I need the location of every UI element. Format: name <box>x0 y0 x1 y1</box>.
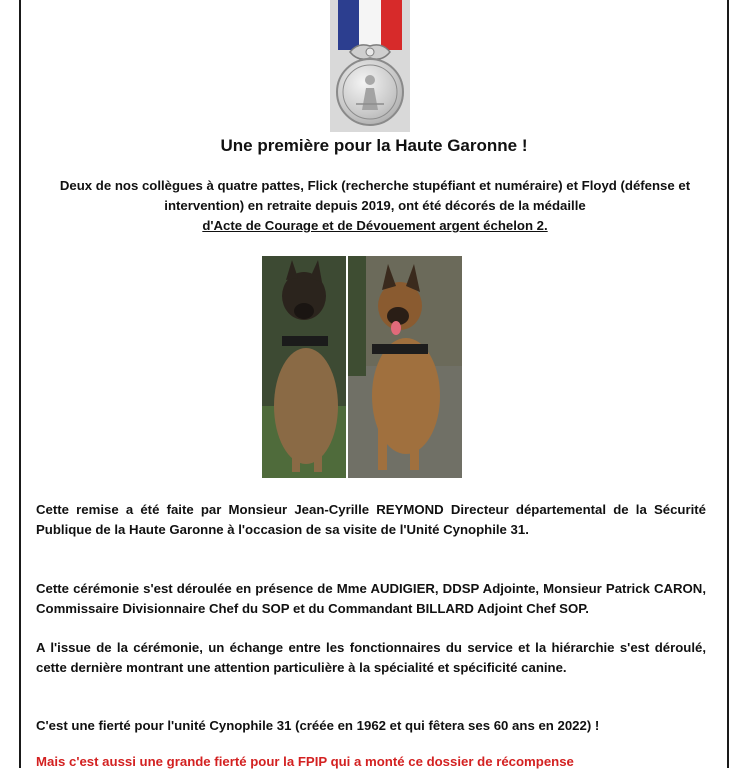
photo-flick <box>262 256 346 478</box>
photo-floyd <box>348 256 462 478</box>
paragraph-attendees: Cette cérémonie s'est déroulée en présence de Mme AUDIGIER, DDSP Adjointe, Monsieur Patrick CARON, Commissaire Divisionnaire Chef du SOP et du Commandant BILLARD Adjoint Chef SOP. <box>36 581 706 616</box>
paragraph-pride-unit: C'est une fierté pour l'unité Cynophile 31 (créée en 1962 et qui fêtera ses 60 ans en 2022) ! <box>36 718 600 733</box>
page-border-right <box>727 0 729 768</box>
paragraph-pride-fpip: Mais c'est aussi une grande fierté pour la FPIP qui a monté ce dossier de récompense <box>36 754 574 769</box>
page-title: Une première pour la Haute Garonne ! <box>220 136 528 155</box>
page-border-left <box>19 0 21 768</box>
medal-image <box>330 0 410 132</box>
medal-name-underlined: d'Acte de Courage et de Dévouement argent échelon 2. <box>202 218 548 233</box>
dog-photo-right <box>348 256 462 478</box>
dog-photo-left <box>262 256 346 478</box>
paragraph-ceremony-host: Cette remise a été faite par Monsieur Jean-Cyrille REYMOND Directeur départemental de la Sécurité Publique de la Haute Garonne à l'occasion de sa visite de l'Unité Cynophile 31. <box>36 502 706 537</box>
paragraph-exchange: A l'issue de la cérémonie, un échange entre les fonctionnaires du service et la hiérarchie s'est déroulé, cette dernière montrant une attention particulière à la spécialité et spécificité canine. <box>36 640 706 675</box>
medal-disc <box>336 58 404 126</box>
intro-paragraph <box>40 176 710 236</box>
intro-text: Deux de nos collègues à quatre pattes, Flick (recherche stupéfiant et numéraire) et Floyd (défense et intervention) en retraite depuis 2019, ont été décorés de la médaille <box>59 178 691 213</box>
medal-figure-icon <box>338 60 402 124</box>
